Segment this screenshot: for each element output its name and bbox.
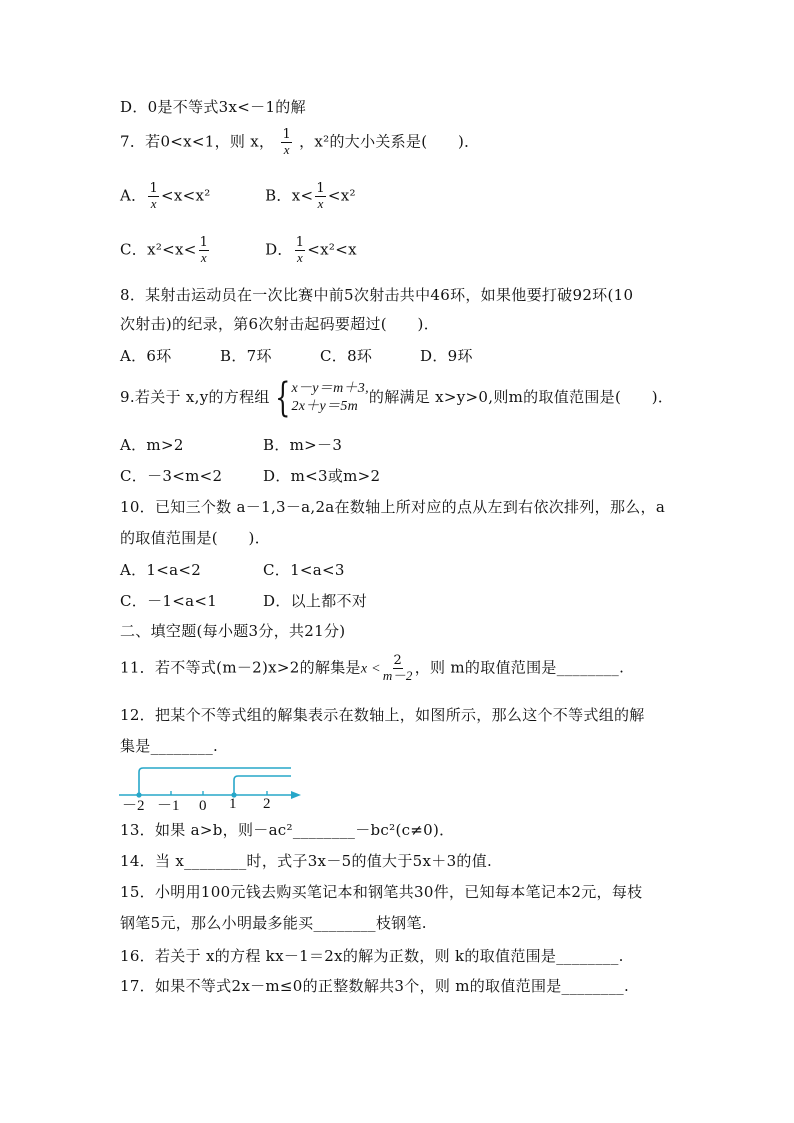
q7-b-num: 1 <box>316 181 325 196</box>
q9-options-cd <box>120 466 380 486</box>
q9-option-d: D．m<3或m>2 <box>263 467 381 485</box>
tick-label-2: 2 <box>263 796 271 812</box>
q8-line-1: 8．某射击运动员在一次比赛中前5次射击共中46环，如果他要打破92环(10 <box>120 286 634 304</box>
q7-b-den: x <box>317 196 324 211</box>
q10-option-a: A．1<a<2 <box>120 561 202 579</box>
q10-option-d: D．以上都不对 <box>263 592 368 610</box>
q7-a-den: x <box>150 196 157 211</box>
q7-c-num: 1 <box>199 235 209 250</box>
q11-stem <box>120 654 624 683</box>
q11-frac-num: 2 <box>393 653 403 668</box>
q10-line-2: 的取值范围是( )． <box>120 529 271 547</box>
q7-option-b <box>265 182 356 211</box>
q6-option-d: D．0是不等式3x<－1的解 <box>120 98 306 116</box>
q7-a-fraction <box>148 182 159 211</box>
q10-options-ac <box>120 560 345 580</box>
q9-equations <box>291 380 368 416</box>
q8-option-a: A．6环 <box>120 347 172 365</box>
q7-fraction <box>281 128 292 157</box>
q7-options-ab <box>120 182 356 211</box>
q7-a-rest: <x<x² <box>161 186 211 205</box>
q7-frac-num: 1 <box>282 127 292 142</box>
tick-label-minus-2: －2 <box>122 798 145 812</box>
q7-d-num: 1 <box>295 235 305 250</box>
q9-option-b: B．m>－3 <box>263 436 343 454</box>
q7-b-fraction <box>315 182 326 211</box>
q9-stem-post: 的解满足 x>y>0,则m的取值范围是( )． <box>368 388 674 406</box>
q9-stem-pre: 9.若关于 x,y的方程组 <box>120 388 270 406</box>
q7-a-num: 1 <box>149 181 159 196</box>
tick-label-1: 1 <box>229 796 237 812</box>
q7-option-a <box>120 182 260 211</box>
q7-c-den: x <box>200 250 207 265</box>
solution-bracket-from-1 <box>234 776 291 795</box>
q14: 14．当 x________时，式子3x－5的值大于5x＋3的值. <box>120 852 493 870</box>
q16: 16．若关于 x的方程 kx－1＝2x的解为正数，则 k的取值范围是________. <box>120 947 624 965</box>
q12-line-1: 12．把某个不等式组的解集表示在数轴上，如图所示，那么这个不等式组的解 <box>120 706 645 724</box>
q7-c-label: C．x²<x< <box>120 240 197 259</box>
q7-options-cd <box>120 236 357 265</box>
q13: 13．如果 a>b，则－ac²________－bc²(c≠0)． <box>120 821 455 839</box>
q10-options-cd <box>120 591 367 611</box>
q8-option-c: C．8环 <box>320 347 373 365</box>
axis-arrow-icon <box>291 791 301 799</box>
q9-option-a: A．m>2 <box>120 436 184 454</box>
q7-c-fraction <box>199 236 210 265</box>
q9-eq2: 2x＋y＝5m <box>291 399 359 414</box>
q7-option-c <box>120 236 260 265</box>
q10-option-c2: C．－1<a<1 <box>120 592 218 610</box>
q9-options-ab <box>120 435 342 455</box>
q7-option-d <box>265 236 357 265</box>
q7-d-rest: <x²<x <box>307 240 357 259</box>
q8-option-d: D．9环 <box>420 347 473 365</box>
tick-label-minus-1: －1 <box>157 798 180 812</box>
section-2-heading: 二、填空题(每小题3分，共21分) <box>120 622 346 640</box>
q7-d-den: x <box>296 250 304 265</box>
q11-stem-post: ，则 m的取值范围是________. <box>414 658 625 677</box>
q15-line-1: 15．小明用100元钱去购买笔记本和钢笔共30件，已知每本笔记本2元，每枝 <box>120 883 643 901</box>
tick-label-0: 0 <box>199 798 207 812</box>
q8-line-2: 次射击)的纪录，第6次射击起码要超过( )． <box>120 315 440 333</box>
q11-x-lt: x < <box>360 661 381 677</box>
q7-frac-den: x <box>283 142 290 157</box>
q7-a-label: A． <box>120 186 147 205</box>
q8-option-b: B．7环 <box>220 347 272 365</box>
q15-line-2: 钢笔5元，那么小明最多能买________枝钢笔. <box>120 914 427 932</box>
q12-line-2: 集是________. <box>120 737 219 755</box>
number-line-diagram <box>115 762 305 812</box>
q11-frac-den: m－2 <box>382 668 413 683</box>
q9-brace: { <box>274 375 291 421</box>
q11-fraction <box>383 654 413 683</box>
q9-eq1: x－y＝m＋3, <box>291 381 369 396</box>
q11-stem-pre: 11．若不等式(m－2)x>2的解集是 <box>120 658 361 677</box>
point-minus-2 <box>136 792 141 797</box>
solution-bracket-from-minus-2 <box>139 768 291 795</box>
q10-option-c: C．1<a<3 <box>263 561 345 579</box>
q7-b-label: B．x< <box>265 186 314 205</box>
q9-equation-system <box>270 375 369 421</box>
q7-d-fraction <box>295 236 306 265</box>
q17: 17．如果不等式2x－m≤0的正整数解共3个，则 m的取值范围是________. <box>120 977 630 995</box>
q7-stem-post: ，x²的大小关系是( )． <box>299 132 480 151</box>
q9-stem <box>120 375 674 421</box>
q7-b-rest: <x² <box>327 186 356 205</box>
q8-options <box>120 346 473 366</box>
q7-stem-pre: 7．若0<x<1，则 x， <box>120 132 275 151</box>
q10-line-1: 10．已知三个数 a－1,3－a,2a在数轴上所对应的点从左到右依次排列，那么，a <box>120 498 666 516</box>
q7-stem <box>120 128 479 157</box>
q9-option-c: C．－3<m<2 <box>120 467 223 485</box>
q7-d-label: D． <box>265 240 293 259</box>
